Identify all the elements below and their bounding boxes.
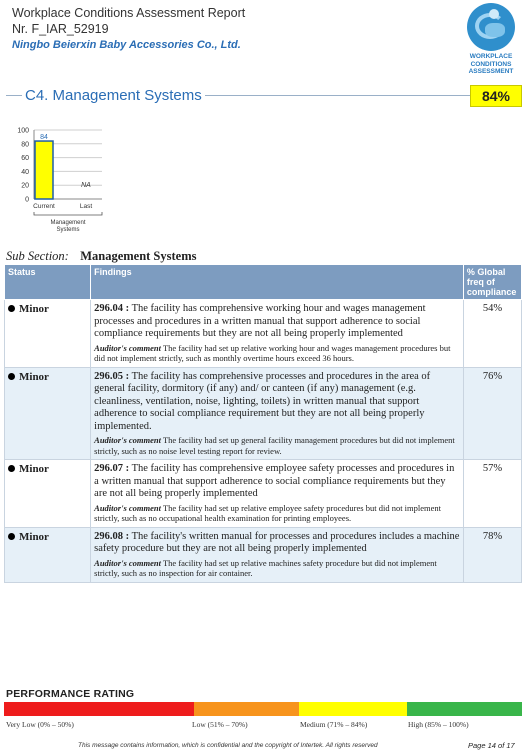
auditor-text: The facility had set up relative working hour and wages management procedures but did not implement strictly, such as monthly overtime hours exceed 36 hours. xyxy=(94,342,451,363)
perf-label-medium: Medium (71% – 84%) xyxy=(300,720,368,729)
y-tick-label: 100 xyxy=(17,127,29,135)
legend-line-2: Systems xyxy=(56,227,80,233)
logo-text xyxy=(458,53,524,76)
subsection-name: Management Systems xyxy=(80,249,197,263)
section-title: C4. Management Systems xyxy=(22,87,205,104)
x-tick-label: Last xyxy=(79,203,93,210)
finding-text: The facility has comprehensive employee safety processes and procedures in a written manual that support adherence to social compliance requirements but they are not all being properly implemented xyxy=(94,463,455,499)
perf-segment-low xyxy=(194,702,299,716)
y-tick-label: 0 xyxy=(25,196,29,204)
table-row xyxy=(5,527,522,582)
legend-line-1: Management xyxy=(50,220,86,226)
findings-table xyxy=(4,264,522,583)
legend-bracket xyxy=(34,212,102,215)
auditor-text: The facility had set up relative machines safety procedure but did not implement strictly, such as no inspection for air container. xyxy=(94,557,437,578)
finding-code: 296.08 : xyxy=(94,530,130,542)
status-cell xyxy=(5,367,91,460)
status-text: Minor xyxy=(19,303,49,315)
y-tick-label: 60 xyxy=(21,155,29,163)
bar-data-label: 84 xyxy=(40,134,48,142)
bullet-icon xyxy=(8,465,15,472)
auditor-label: Auditor's comment xyxy=(94,502,161,513)
status-cell xyxy=(5,300,91,368)
finding-cell xyxy=(91,460,464,528)
finding-cell xyxy=(91,367,464,460)
table-row xyxy=(5,367,522,460)
table-row xyxy=(5,300,522,368)
perf-label-low: Low (51% – 70%) xyxy=(192,720,248,729)
perf-segment-very-low xyxy=(4,702,194,716)
compliance-pct: 54% xyxy=(463,300,521,368)
logo-icon xyxy=(467,3,515,51)
y-tick-label: 40 xyxy=(21,168,29,176)
header-status: Status xyxy=(5,265,91,300)
auditor-text: The facility had set up relative employee safety procedures but did not implement strictly, such as no occupational health examination for printing employees. xyxy=(94,502,442,523)
perf-segment-high xyxy=(407,702,522,716)
auditor-label: Auditor's comment xyxy=(94,435,161,445)
auditor-comment xyxy=(94,435,460,456)
status-text: Minor xyxy=(19,530,49,543)
status-text: Minor xyxy=(19,463,49,475)
finding-text: The facility has comprehensive processes and procedures in the area of general facility, dormitory (if any) and/ or canteen (if any) management (e.g. cleanliness, ventilation, noise, lighting, toilets) in written manual that support adherence to social compliance requirement but they are not all being properly implemented. xyxy=(94,370,431,432)
logo-line-1: WORKPLACE xyxy=(469,53,513,60)
perf-label-high: High (85% – 100%) xyxy=(408,720,469,729)
section-score: 84% xyxy=(470,85,522,107)
auditor-text: The facility had set up general facility management procedures but did not implement strictly, such as no noise level testing report for review. xyxy=(94,435,455,456)
compliance-pct: 76% xyxy=(463,367,521,460)
bullet-icon xyxy=(8,533,15,540)
auditor-comment xyxy=(94,343,460,364)
perf-label-very-low: Very Low (0% – 50%) xyxy=(6,720,74,729)
performance-bar xyxy=(4,702,522,716)
logo-line-3: ASSESSMENT xyxy=(468,68,514,75)
auditor-comment xyxy=(94,558,460,579)
perf-segment-medium xyxy=(299,702,407,716)
finding-text: The facility's written manual for processes and procedures includes a machine safety procedure but they are not all being properly implemented xyxy=(94,530,460,554)
compliance-pct: 78% xyxy=(463,527,521,582)
wca-logo xyxy=(458,3,524,81)
x-tick-label: Current xyxy=(33,203,55,210)
finding-code: 296.04 : xyxy=(94,303,130,314)
status-cell xyxy=(5,460,91,528)
finding-cell xyxy=(91,527,464,582)
finding-text: The facility has comprehensive working hour and wages management processes and procedures in a written manual that support adherence to social compliance requirements but they are not all being properly implemented xyxy=(94,303,426,339)
compliance-pct: 57% xyxy=(463,460,521,528)
header-findings: Findings xyxy=(91,265,464,300)
report-number: Nr. F_IAR_52919 xyxy=(12,22,109,36)
finding-code: 296.07 : xyxy=(94,463,130,474)
score-chart xyxy=(0,118,130,238)
bullet-icon xyxy=(8,305,15,312)
header-compliance: % Global freq of compliance xyxy=(463,265,521,300)
y-tick-label: 20 xyxy=(21,182,29,190)
logo-line-2: CONDITIONS xyxy=(470,60,512,68)
auditor-label: Auditor's comment xyxy=(94,342,161,353)
chart-bar-current xyxy=(35,141,53,199)
status-text: Minor xyxy=(19,370,49,383)
finding-code: 296.05 : xyxy=(94,370,130,382)
y-tick-label: 80 xyxy=(21,141,29,149)
table-row xyxy=(5,460,522,528)
auditor-comment xyxy=(94,503,460,524)
performance-title: PERFORMANCE RATING xyxy=(6,688,135,700)
company-name: Ningbo Beierxin Baby Accessories Co., Ltd. xyxy=(12,39,241,51)
bar-data-label: NA xyxy=(81,182,91,189)
subsection-label: Sub Section: xyxy=(6,249,69,263)
auditor-label: Auditor's comment xyxy=(94,557,161,568)
status-cell xyxy=(5,527,91,582)
subsection-heading xyxy=(6,249,197,264)
table-header-row xyxy=(5,265,522,300)
bullet-icon xyxy=(8,373,15,380)
finding-cell xyxy=(91,300,464,368)
report-title: Workplace Conditions Assessment Report xyxy=(12,6,246,20)
confidentiality-note: This message contains information, which is confidential and the copyright of Intertek. All rights reserved xyxy=(78,742,378,749)
page-number: Page 14 of 17 xyxy=(468,741,515,750)
